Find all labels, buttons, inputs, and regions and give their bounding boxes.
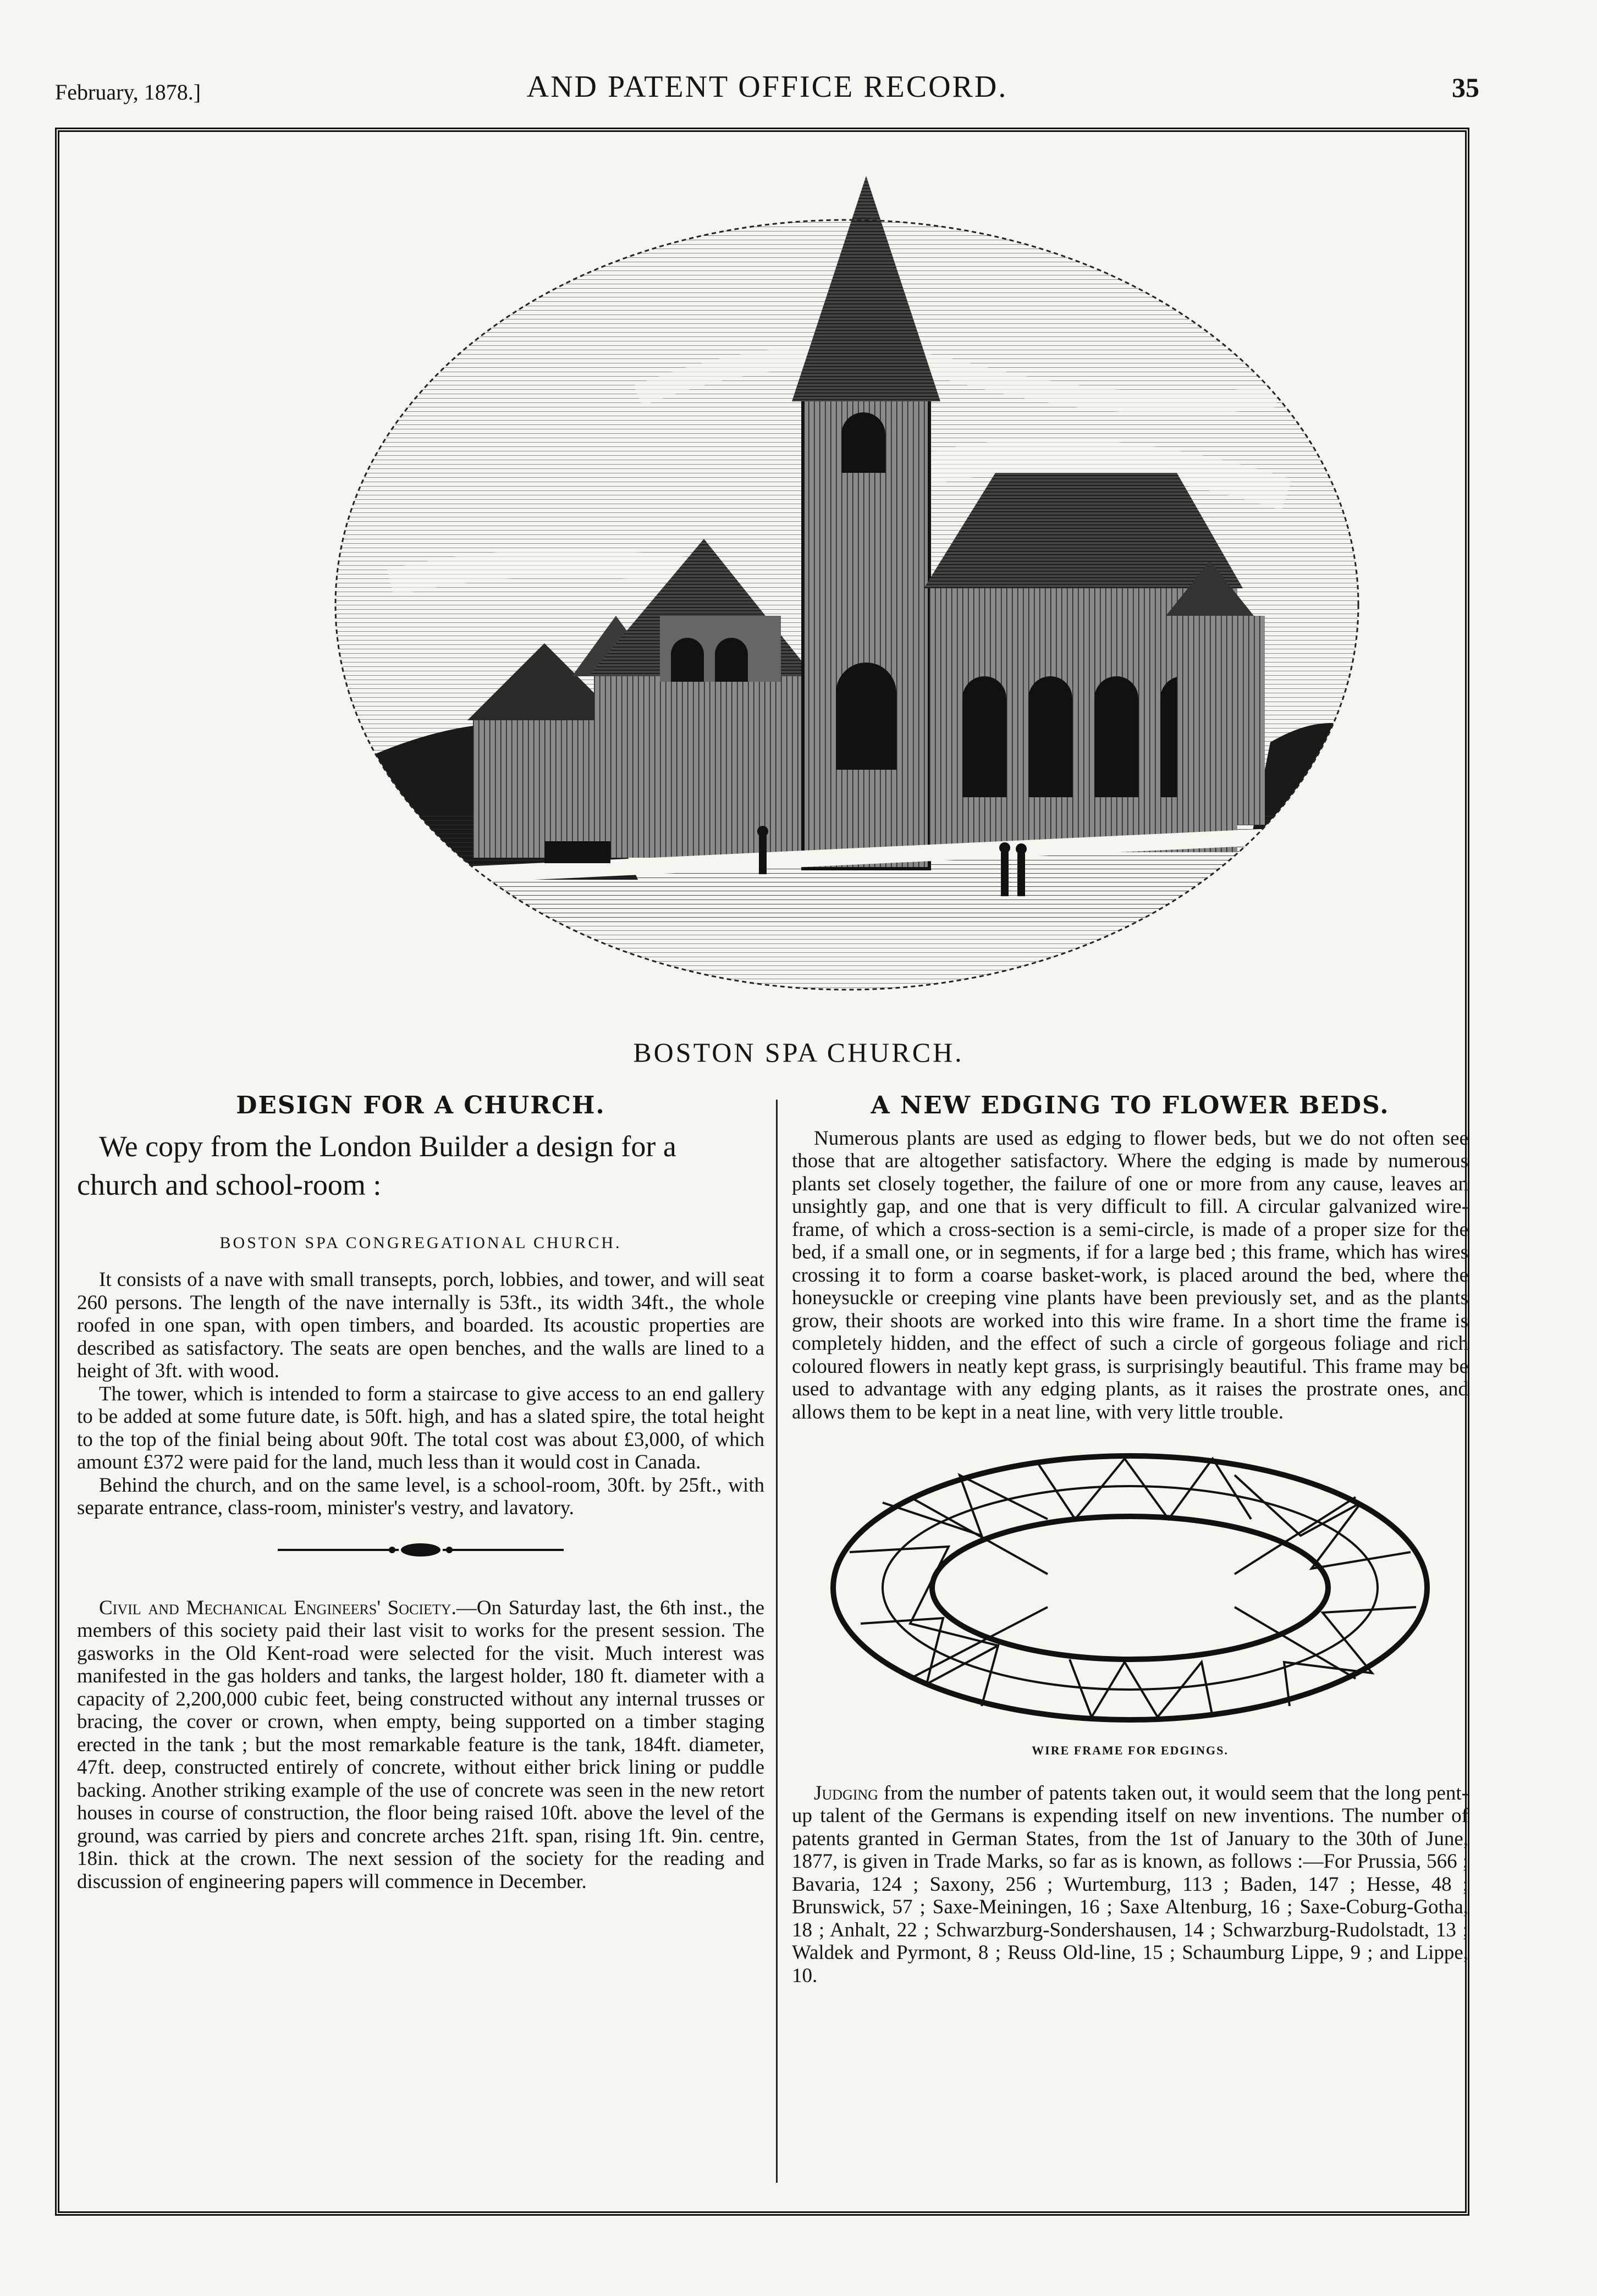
church-paragraph: The tower, which is intended to form a staircase to give access to an end gallery to be added at some future date, is 50ft. high, and has a slated spire, the total height to the top of the finial being about 90ft. The total cost was about £3,000, of which amount £372 were paid for the land, much less than it would cost in Canada.	[77, 1382, 764, 1473]
edging-headline: A NEW EDGING TO FLOWER BEDS.	[871, 1091, 1390, 1119]
engineers-society-paragraph	[77, 1597, 764, 1894]
publication-title: AND PATENT OFFICE RECORD.	[526, 70, 1008, 104]
page-number: 35	[1452, 72, 1479, 103]
church-subhead: BOSTON SPA CONGREGATIONAL CHURCH.	[219, 1233, 622, 1252]
church-paragraph: Behind the church, and on the same level, is a school-room, 30ft. by 25ft., with separate entrance, class-room, minister's vestry, and lavatory.	[77, 1473, 764, 1519]
right-column	[792, 1091, 1468, 1987]
church-engraving	[308, 165, 1386, 1023]
edging-paragraph: Numerous plants are used as edging to flower beds, but we do not often see those that are altogether satisfactory. Where the edging is made by numerous plants set closely together, the failure of one or more from any cause, leaves an unsightly gap, and one that is very difficult to fill. A circular galvanized wire-frame, of which a cross-section is a semi-circle, is made of a proper size for the bed, if a small one, or in segments, if for a large bed ; this frame, which has wires crossing it to form a coarse basket-work, is placed around the bed, where the honeysuckle or creeping vine plants have been previously set, and as the plants grow, their shoots are worked into this wire frame. In a short time the frame is completely hidden, and the effect of such a circle of gorgeous foliage and rich coloured flowers in neatly kept grass, is surprisingly beautiful. This frame may be used to advantage with any edging plants, as it raises the prostrate ones, and allows them to be kept in a neat line, with very little trouble.	[792, 1127, 1468, 1423]
ornamental-divider	[278, 1542, 564, 1558]
engineers-society-lead: Civil and Mechanical Engineers' Society.	[99, 1596, 456, 1619]
patents-paragraph	[792, 1782, 1468, 1988]
engineers-society-text: —On Saturday last, the 6th inst., the members of this society paid their last visit to works for the present session. The gasworks in the Old Kent-road were selected for the visit. Much interest was manifested in the gas holders and tanks, the largest holder, 180 ft. diameter with a capacity of 2,200,000 cubic feet, being constructed without any internal trusses or bracing, the cover or crown, when empty, being supported on a timber staging erected in the tank ; but the most remarkable feature is the tank, 184ft. diameter, 47ft. deep, constructed entirely of concrete, without either brick lining or puddle backing. Another striking example of the use of concrete was seen in the new retort houses in course of construction, the floor being raised 10ft. above the level of the ground, was carried by piers and concrete arches 21ft. span, rising 1ft. 9in. centre, 18in. thick at the crown. The next session of the society for the reading and discussion of engineering papers will commence in December.	[77, 1596, 764, 1893]
running-head	[55, 69, 1479, 113]
patents-text: from the number of patents taken out, it would seem that the long pent-up talent of the Germans is expending itself on new inventions. The number of patents granted in German States, from the 1st of January to the 30th of June, 1877, is given in Trade Marks, so far as is known, as follows :—For Prussia, 566 ; Bavaria, 124 ; Saxony, 256 ; Wurtemburg, 113 ; Baden, 147 ; Hesse, 48 ; Brunswick, 57 ; Saxe-Meiningen, 16 ; Saxe Altenburg, 16 ; Saxe-Coburg-Gotha, 18 ; Anhalt, 22 ; Schwarzburg-Sondershausen, 14 ; Schwarzburg-Rudolstadt, 13 ; Waldek and Pyrmont, 8 ; Reuss Old-line, 15 ; Schaumburg Lippe, 9 ; and Lippe, 10.	[792, 1781, 1468, 1987]
church-headline: DESIGN FOR A CHURCH.	[236, 1091, 605, 1119]
left-column	[77, 1091, 764, 1893]
column-divider	[776, 1100, 778, 2183]
issue-date: February, 1878.]	[55, 80, 201, 104]
illustration-caption: BOSTON SPA CHURCH.	[633, 1037, 964, 1068]
wire-frame-caption: WIRE FRAME FOR EDGINGS.	[1032, 1743, 1229, 1757]
patents-lead: Judging	[814, 1781, 878, 1804]
church-paragraph: It consists of a nave with small transepts, porch, lobbies, and tower, and will seat 260 persons. The length of the nave internally is 53ft., its width 34ft., the whole roofed in one span, with open timbers, and boarded. Its acoustic properties are described as satisfactory. The seats are open benches, and the walls are lined to a height of 3ft. with wood.	[77, 1268, 764, 1382]
church-intro: We copy from the London Builder a design for a church and school-room :	[77, 1129, 676, 1201]
wire-frame-illustration	[817, 1442, 1444, 1734]
